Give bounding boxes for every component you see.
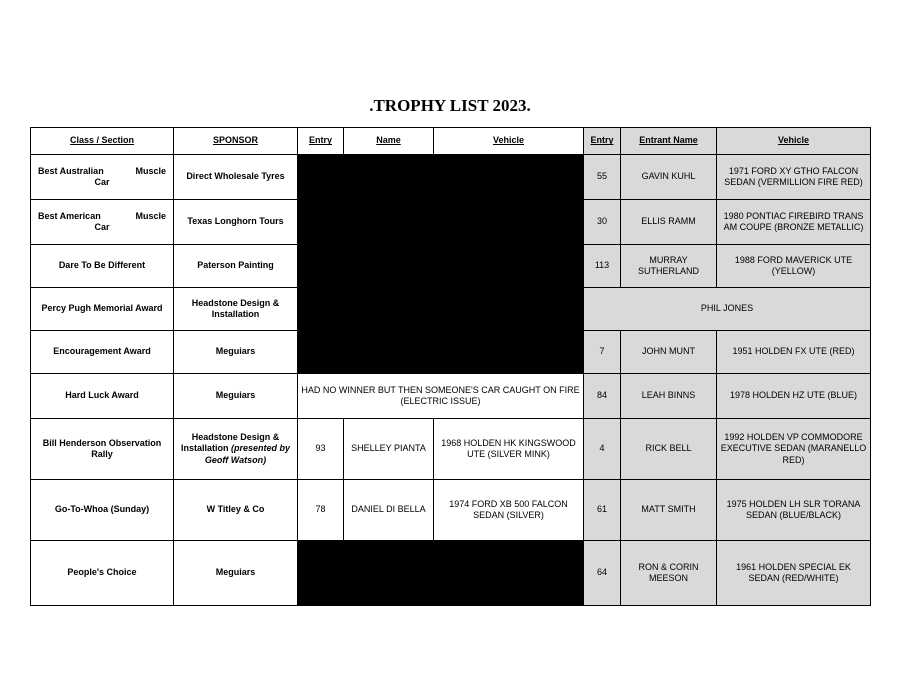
cell-left-note: HAD NO WINNER BUT THEN SOMEONE'S CAR CAUGHT ON FIRE (ELECTRIC ISSUE) [298, 374, 584, 419]
cell-class-section: Encouragement Award [31, 331, 174, 374]
cell-vehicle-left: 1974 FORD XB 500 FALCON SEDAN (SILVER) [434, 480, 584, 541]
cell-vehicle-right: 1961 HOLDEN SPECIAL EK SEDAN (RED/WHITE) [717, 541, 871, 606]
table-row [31, 374, 871, 419]
cell-entry-right: 55 [584, 155, 621, 200]
cell-class-section: Hard Luck Award [31, 374, 174, 419]
cell-vehicle-right: 1975 HOLDEN LH SLR TORANA SEDAN (BLUE/BLACK) [717, 480, 871, 541]
cell-vehicle-right: 1971 FORD XY GTHO FALCON SEDAN (VERMILLION FIRE RED) [717, 155, 871, 200]
cell-entrant-right: GAVIN KUHL [621, 155, 717, 200]
header-sponsor: SPONSOR [174, 128, 298, 155]
cell-vehicle-right: 1992 HOLDEN VP COMMODORE EXECUTIVE SEDAN (MARANELLO RED) [717, 419, 871, 480]
cell-entry-right: 84 [584, 374, 621, 419]
cell-entrant-right: JOHN MUNT [621, 331, 717, 374]
cell-class-section: Go-To-Whoa (Sunday) [31, 480, 174, 541]
cell-vehicle-right: 1980 PONTIAC FIREBIRD TRANS AM COUPE (BRONZE METALLIC) [717, 200, 871, 245]
table-row [31, 419, 871, 480]
cell-sponsor: Headstone Design & Installation (presented by Geoff Watson) [174, 419, 298, 480]
header-entrant-name-right: Entrant Name [621, 128, 717, 155]
cell-sponsor: W Titley & Co [174, 480, 298, 541]
header-vehicle-right: Vehicle [717, 128, 871, 155]
cell-entry-right: 61 [584, 480, 621, 541]
cell-sponsor: Meguiars [174, 374, 298, 419]
header-entry-left: Entry [298, 128, 344, 155]
cell-class-section: Best American Muscle Car [31, 200, 174, 245]
trophy-list-table [30, 127, 871, 606]
header-class-section: Class / Section [31, 128, 174, 155]
cell-name-left: DANIEL DI BELLA [344, 480, 434, 541]
cell-entrant-right: MURRAY SUTHERLAND [621, 245, 717, 288]
cell-class-section: Bill Henderson Observation Rally [31, 419, 174, 480]
header-vehicle-left: Vehicle [434, 128, 584, 155]
table-row [31, 541, 871, 606]
sponsor-presented-by: (presented by Geoff Watson) [204, 443, 291, 465]
cell-sponsor: Texas Longhorn Tours [174, 200, 298, 245]
cell-entrant-right: ELLIS RAMM [621, 200, 717, 245]
cell-entrant-right: RON & CORIN MEESON [621, 541, 717, 606]
table-row [31, 155, 871, 200]
cell-left-blackout [298, 541, 584, 606]
header-entry-right: Entry [584, 128, 621, 155]
cell-sponsor: Paterson Painting [174, 245, 298, 288]
cell-entrant-right: RICK BELL [621, 419, 717, 480]
cell-class-section: Best Australian Muscle Car [31, 155, 174, 200]
cell-entry-right: 64 [584, 541, 621, 606]
cell-class-section: Percy Pugh Memorial Award [31, 288, 174, 331]
cell-name-left: SHELLEY PIANTA [344, 419, 434, 480]
cell-entry-left: 93 [298, 419, 344, 480]
cell-sponsor: Meguiars [174, 331, 298, 374]
page-title: .TROPHY LIST 2023. [369, 96, 531, 115]
cell-sponsor: Headstone Design & Installation [174, 288, 298, 331]
cell-entrant-right: MATT SMITH [621, 480, 717, 541]
cell-sponsor: Meguiars [174, 541, 298, 606]
cell-entry-right: 30 [584, 200, 621, 245]
cell-merged-right: PHIL JONES [584, 288, 871, 331]
cell-class-section: Dare To Be Different [31, 245, 174, 288]
cell-entry-left: 78 [298, 480, 344, 541]
cell-entrant-right: LEAH BINNS [621, 374, 717, 419]
cell-entry-right: 7 [584, 331, 621, 374]
cell-left-blackout [298, 155, 584, 374]
cell-vehicle-right: 1988 FORD MAVERICK UTE (YELLOW) [717, 245, 871, 288]
cell-vehicle-left: 1968 HOLDEN HK KINGSWOOD UTE (SILVER MINK) [434, 419, 584, 480]
table-row [31, 480, 871, 541]
cell-class-section: People's Choice [31, 541, 174, 606]
cell-vehicle-right: 1978 HOLDEN HZ UTE (BLUE) [717, 374, 871, 419]
table-header-row [31, 128, 871, 155]
cell-entry-right: 4 [584, 419, 621, 480]
cell-sponsor: Direct Wholesale Tyres [174, 155, 298, 200]
cell-entry-right: 113 [584, 245, 621, 288]
cell-vehicle-right: 1951 HOLDEN FX UTE (RED) [717, 331, 871, 374]
header-name-left: Name [344, 128, 434, 155]
